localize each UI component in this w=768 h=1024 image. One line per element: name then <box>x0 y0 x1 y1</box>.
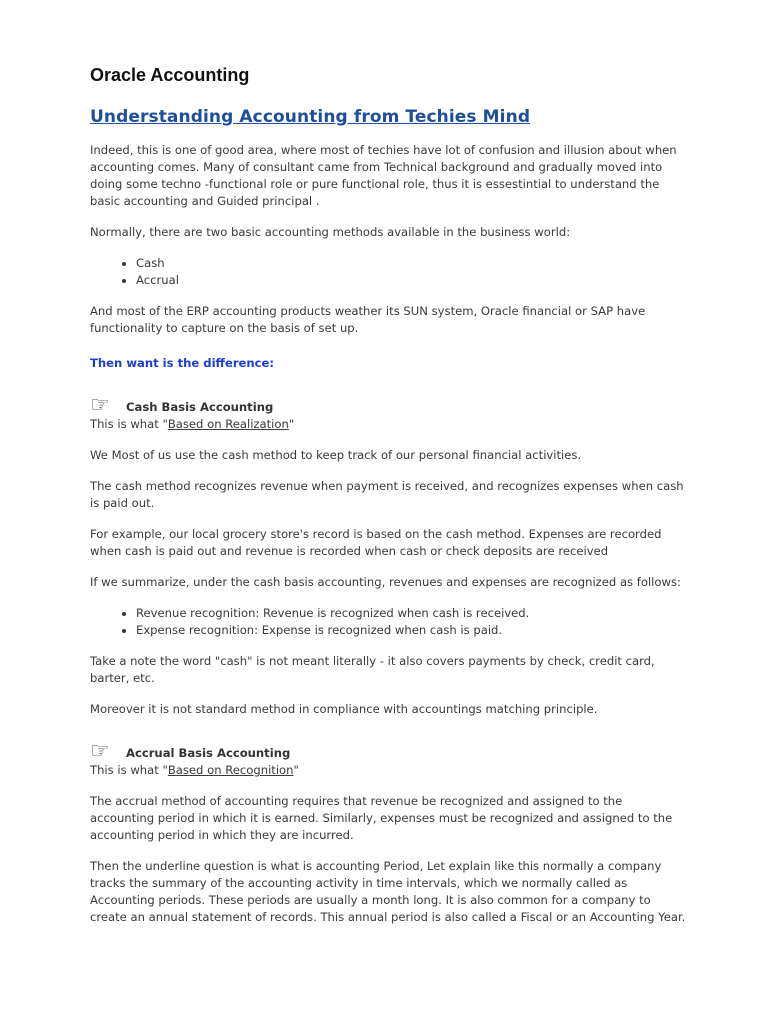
accrual-section-title: Accrual Basis Accounting <box>126 746 291 760</box>
list-item: • Expense recognition: Expense is recognized when cash is paid. <box>136 622 690 639</box>
pointing-hand-icon: ☞ <box>90 739 110 764</box>
cash-section-header <box>90 388 690 416</box>
cash-basis-line <box>90 416 690 433</box>
realization-link[interactable]: Based on Realization <box>167 417 289 431</box>
recognition-link[interactable]: Based on Recognition <box>167 763 294 777</box>
cash-paragraph-1: We Most of us use the cash method to keep track of our personal financial activities. <box>90 448 582 462</box>
list-item: • Cash <box>136 255 690 272</box>
accrual-paragraph-1: The accrual method of accounting requires that revenue be recognized and assigned to the accounting period in which it is earned. Similarly, expenses must be recognized and assigned to the accounting period in which they are incurred. <box>90 794 673 842</box>
methods-intro-paragraph: Normally, there are two basic accounting methods available in the business world: <box>90 225 571 239</box>
cash-paragraph-5: Take a note the word "cash" is not meant literally - it also covers payments by check, credit card, barter, etc. <box>90 654 655 685</box>
cash-recognition-list <box>90 605 690 639</box>
cash-section-title: Cash Basis Accounting <box>126 400 274 414</box>
basis-prefix: This is what " <box>90 417 168 431</box>
methods-list <box>90 255 690 289</box>
article-heading[interactable]: Understanding Accounting from Techies Mind <box>90 107 531 127</box>
basis-suffix: " <box>293 763 299 777</box>
accrual-paragraph-2: Then the underline question is what is accounting Period, Let explain like this normally a company tracks the summary of the accounting activity in time intervals, which we normally called as Accounting periods. These periods are usually a month long. It is also common for a company to create an annual statement of records. This annual period is also called a Fiscal or an Accounting Year. <box>90 859 686 924</box>
intro-paragraph: Indeed, this is one of good area, where most of techies have lot of confusion and illusion about when accounting comes. Many of consultant came from Technical background and gradually moved into doing some techno -functional role or pure functional role, thus it is essestintial to understand the basic accounting and Guided principal . <box>90 143 677 208</box>
page-title: Oracle Accounting <box>90 65 250 85</box>
list-item: • Revenue recognition: Revenue is recognized when cash is received. <box>136 605 690 622</box>
difference-heading: Then want is the difference: <box>90 356 275 370</box>
erp-paragraph: And most of the ERP accounting products weather its SUN system, Oracle financial or SAP have functionality to capture on the basis of set up. <box>90 304 646 335</box>
cash-paragraph-2: The cash method recognizes revenue when payment is received, and recognizes expenses when cash is paid out. <box>90 479 684 510</box>
document-content <box>90 62 690 940</box>
list-item: • Accrual <box>136 272 690 289</box>
basis-prefix: This is what " <box>90 763 168 777</box>
cash-paragraph-4: If we summarize, under the cash basis accounting, revenues and expenses are recognized as follows: <box>90 575 681 589</box>
basis-suffix: " <box>288 417 295 431</box>
pointing-hand-icon: ☞ <box>90 393 110 418</box>
accrual-basis-line <box>90 762 690 779</box>
cash-paragraph-3: For example, our local grocery store's record is based on the cash method. Expenses are recorded when cash is paid out and revenue is recorded when cash or check deposits are received <box>90 527 662 558</box>
cash-paragraph-6: Moreover it is not standard method in compliance with accountings matching principle. <box>90 702 598 716</box>
accrual-section-header <box>90 734 690 762</box>
